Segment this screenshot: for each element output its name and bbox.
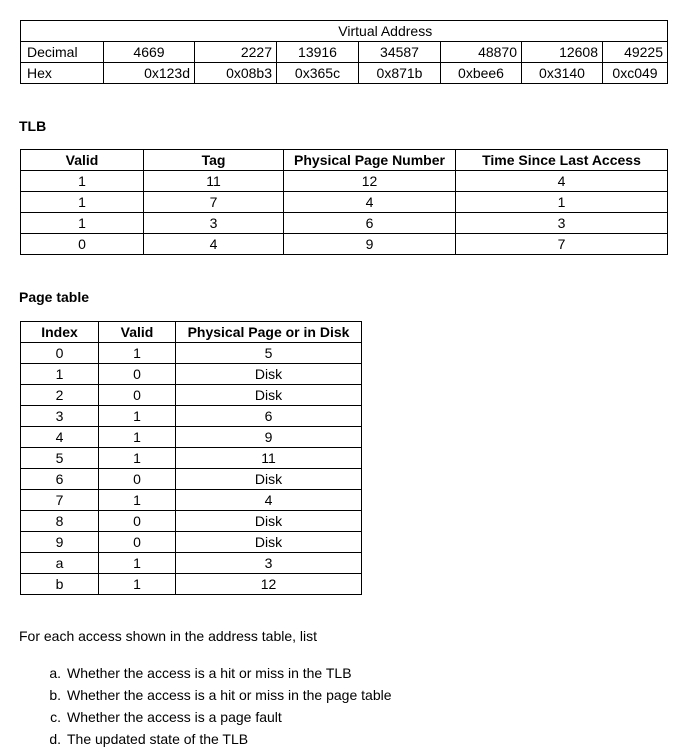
tlb-row [21, 192, 668, 213]
page-table-cell: 7 [21, 490, 99, 511]
decimal-cell: 34587 [359, 42, 441, 63]
decimal-cell: 13916 [277, 42, 359, 63]
page-table-cell: 0 [21, 343, 99, 364]
page-table-row [21, 385, 362, 406]
page-table-header-physical: Physical Page or in Disk [176, 322, 362, 343]
page-table-cell: 9 [176, 427, 362, 448]
page-table-cell: 6 [21, 469, 99, 490]
page-table-cell: 5 [176, 343, 362, 364]
list-marker: d. [49, 731, 61, 747]
tlb-cell: 7 [456, 234, 668, 255]
page-table-title: Page table [19, 289, 90, 305]
list-item [19, 662, 392, 684]
page-table-row [21, 532, 362, 553]
page-table-header-index: Index [21, 322, 99, 343]
tlb-cell: 1 [21, 213, 144, 234]
page-table-row [21, 511, 362, 532]
page-table-cell: a [21, 553, 99, 574]
page-table-row [21, 406, 362, 427]
list-item [19, 728, 392, 750]
page-table-cell: 8 [21, 511, 99, 532]
tlb-table [20, 149, 668, 255]
tlb-header-tag: Tag [144, 150, 284, 171]
page-table-cell: 0 [99, 385, 176, 406]
page-table-cell: 1 [21, 364, 99, 385]
page-table-cell: 1 [99, 427, 176, 448]
tlb-header-row [21, 150, 668, 171]
page-table-cell: 11 [176, 448, 362, 469]
tlb-cell: 11 [144, 171, 284, 192]
hex-cell: 0x365c [277, 63, 359, 84]
list-text: Whether the access is a page fault [67, 709, 282, 725]
page-table-cell: 9 [21, 532, 99, 553]
tlb-row [21, 234, 668, 255]
decimal-cell: 49225 [603, 42, 668, 63]
hex-cell: 0x08b3 [195, 63, 277, 84]
page-table-row [21, 448, 362, 469]
page-table-cell: 3 [176, 553, 362, 574]
list-item [19, 684, 392, 706]
hex-cell: 0xbee6 [441, 63, 522, 84]
page-table-cell: 5 [21, 448, 99, 469]
list-marker: c. [50, 709, 61, 725]
page-table-row [21, 427, 362, 448]
page-table-cell: 12 [176, 574, 362, 595]
list-marker: a. [49, 665, 61, 681]
page-table-cell: Disk [176, 469, 362, 490]
decimal-cell: 12608 [522, 42, 603, 63]
tlb-cell: 7 [144, 192, 284, 213]
tlb-row [21, 213, 668, 234]
tlb-header-time: Time Since Last Access [456, 150, 668, 171]
tlb-header-valid: Valid [21, 150, 144, 171]
tlb-cell: 1 [456, 192, 668, 213]
list-text: The updated state of the TLB [67, 731, 249, 747]
page-table-cell: 1 [99, 574, 176, 595]
page-table-cell: 2 [21, 385, 99, 406]
page-table-cell: 1 [99, 448, 176, 469]
page-table-cell: b [21, 574, 99, 595]
page-table-cell: 4 [21, 427, 99, 448]
hex-label: Hex [21, 63, 104, 84]
list-marker: b. [49, 687, 61, 703]
hex-cell: 0xc049 [603, 63, 668, 84]
address-table-title: Virtual Address [104, 21, 668, 42]
list-item [19, 706, 392, 728]
page-table-cell: 6 [176, 406, 362, 427]
page-table-cell: 3 [21, 406, 99, 427]
hex-cell: 0x871b [359, 63, 441, 84]
page-table-row [21, 574, 362, 595]
tlb-cell: 4 [456, 171, 668, 192]
instructions-intro: For each access shown in the address table, list [19, 628, 318, 644]
page-table-cell: 1 [99, 406, 176, 427]
page-table-cell: 0 [99, 469, 176, 490]
page-table-row [21, 364, 362, 385]
tlb-cell: 3 [456, 213, 668, 234]
tlb-cell: 1 [21, 192, 144, 213]
tlb-cell: 0 [21, 234, 144, 255]
list-text: Whether the access is a hit or miss in the page table [67, 687, 392, 703]
page-table-cell: 0 [99, 532, 176, 553]
page-table-row [21, 490, 362, 511]
tlb-cell: 6 [284, 213, 456, 234]
instructions-list [19, 662, 392, 750]
tlb-cell: 1 [21, 171, 144, 192]
page-table-row [21, 343, 362, 364]
page-table-cell: Disk [176, 532, 362, 553]
page-table-cell: 4 [176, 490, 362, 511]
tlb-cell: 4 [144, 234, 284, 255]
tlb-row [21, 171, 668, 192]
decimal-cell: 48870 [441, 42, 522, 63]
page-table-cell: 1 [99, 553, 176, 574]
tlb-cell: 12 [284, 171, 456, 192]
decimal-cell: 2227 [195, 42, 277, 63]
decimal-label: Decimal [21, 42, 104, 63]
page-table-cell: Disk [176, 511, 362, 532]
tlb-cell: 4 [284, 192, 456, 213]
decimal-cell: 4669 [104, 42, 195, 63]
hex-row [21, 63, 668, 84]
tlb-cell: 3 [144, 213, 284, 234]
hex-cell: 0x3140 [522, 63, 603, 84]
page-table-cell: Disk [176, 385, 362, 406]
page-table-header-valid: Valid [99, 322, 176, 343]
page-table-cell: 1 [99, 343, 176, 364]
page-table-header-row [21, 322, 362, 343]
tlb-cell: 9 [284, 234, 456, 255]
hex-cell: 0x123d [104, 63, 195, 84]
page-table [20, 321, 362, 595]
page-table-cell: Disk [176, 364, 362, 385]
decimal-row [21, 42, 668, 63]
page-table-cell: 0 [99, 511, 176, 532]
address-table-corner [21, 21, 104, 42]
tlb-title: TLB [19, 118, 47, 134]
page-table-row [21, 469, 362, 490]
list-text: Whether the access is a hit or miss in the TLB [67, 665, 352, 681]
page-table-cell: 1 [99, 490, 176, 511]
tlb-header-ppn: Physical Page Number [284, 150, 456, 171]
page-table-row [21, 553, 362, 574]
page-table-cell: 0 [99, 364, 176, 385]
virtual-address-table [20, 20, 668, 84]
